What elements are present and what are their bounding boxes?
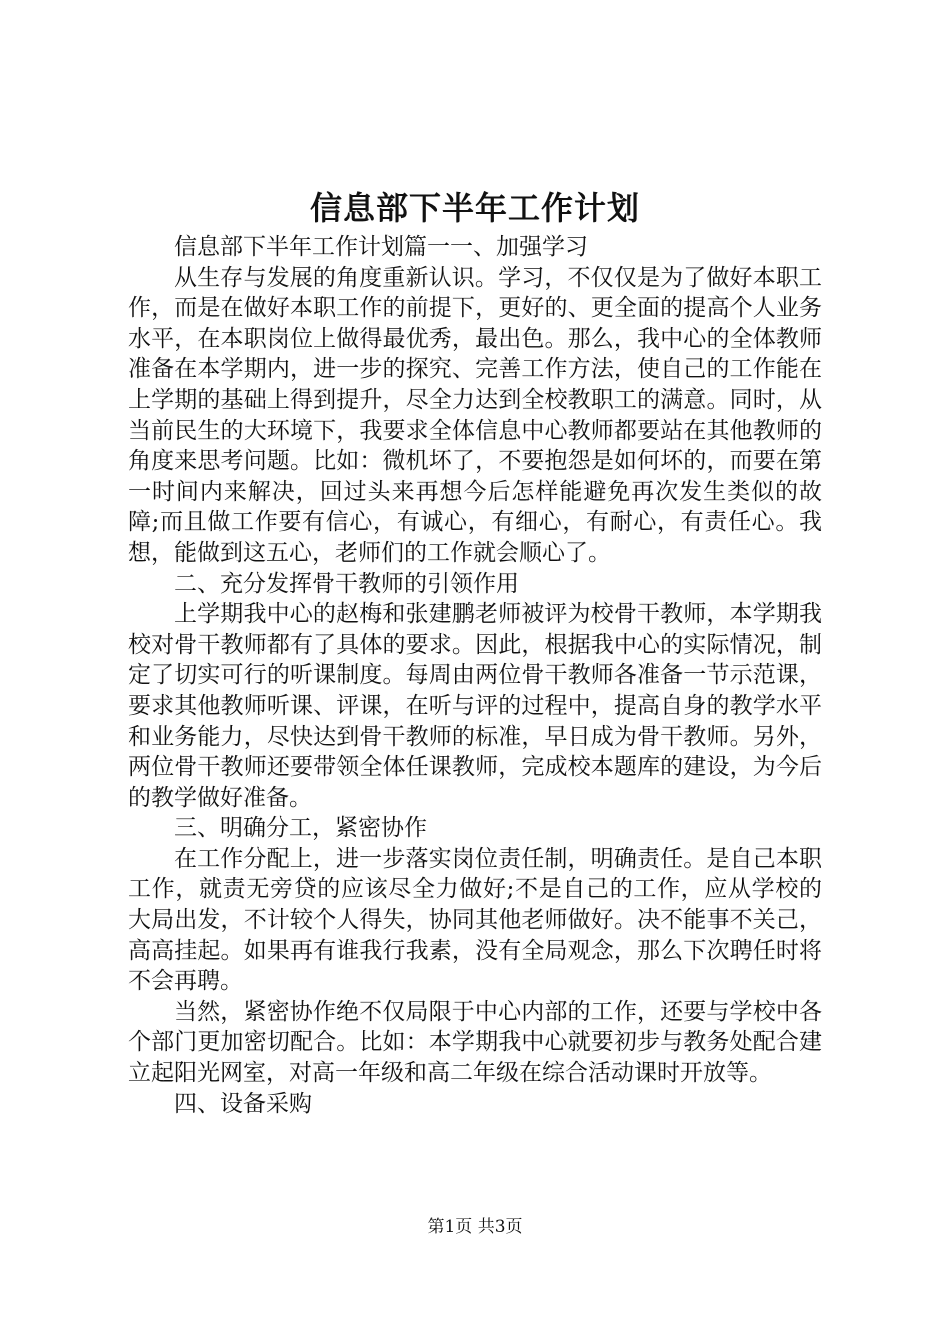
paragraph-backbone-teachers: 上学期我中心的赵梅和张建鹏老师被评为校骨干教师，本学期我校对骨干教师都有了具体的要求。因此，根据我中心的实际情况，制定了切实可行的听课制度。每周由两位骨干教师各准备一节示范课，要求其他教师听课、评课，在听与评的过程中，提高自身的教学水平和业务能力，尽快达到骨干教师的标准，早日成为骨干教师。另外，两位骨干教师还要带领全体任课教师，完成校本题库的建设，为今后的教学做好准备。 [128, 601, 822, 811]
paragraph-study: 从生存与发展的角度重新认识。学习，不仅仅是为了做好本职工作，而是在做好本职工作的前提下，更好的、更全面的提高个人业务水平，在本职岗位上做得最优秀，最出色。那么，我中心的全体教师准备在本学期内，进一步的探究、完善工作方法，使自己的工作能在上学期的基础上得到提升，尽全力达到全校教职工的满意。同时，从当前民生的大环境下，我要求全体信息中心教师都要站在其他教师的角度来思考问题。比如：微机坏了，不要抱怨是如何坏的，而要在第一时间内来解决，回过头来再想今后怎样能避免再次发生类似的故障;而且做工作要有信心，有诚心，有细心，有耐心，有责任心。我想，能做到这五心，老师们的工作就会顺心了。 [128, 264, 822, 566]
page-footer: 第1页 共3页 [427, 1217, 523, 1237]
section-heading-2: 二、充分发挥骨干教师的引领作用 [174, 570, 519, 597]
paragraph-intro: 信息部下半年工作计划篇一一、加强学习 [174, 234, 588, 260]
section-heading-3: 三、明确分工，紧密协作 [174, 815, 427, 842]
paragraph-division-of-labor: 在工作分配上，进一步落实岗位责任制，明确责任。是自己本职工作，就责无旁贷的应该尽全力做好;不是自己的工作，应从学校的大局出发，不计较个人得失，协同其他老师做好。决不能事不关己，高高挂起。如果再有谁我行我素，没有全局观念，那么下次聘任时将不会再聘。 [128, 845, 822, 995]
document-body [128, 232, 822, 1119]
document-title: 信息部下半年工作计划 [309, 189, 640, 227]
section-heading-4: 四、设备采购 [174, 1090, 312, 1117]
paragraph-cooperation: 当然，紧密协作绝不仅局限于中心内部的工作，还要与学校中各个部门更加密切配合。比如：本学期我中心就要初步与教务处配合建立起阳光网室，对高一年级和高二年级在综合活动课时开放等。 [128, 998, 822, 1087]
